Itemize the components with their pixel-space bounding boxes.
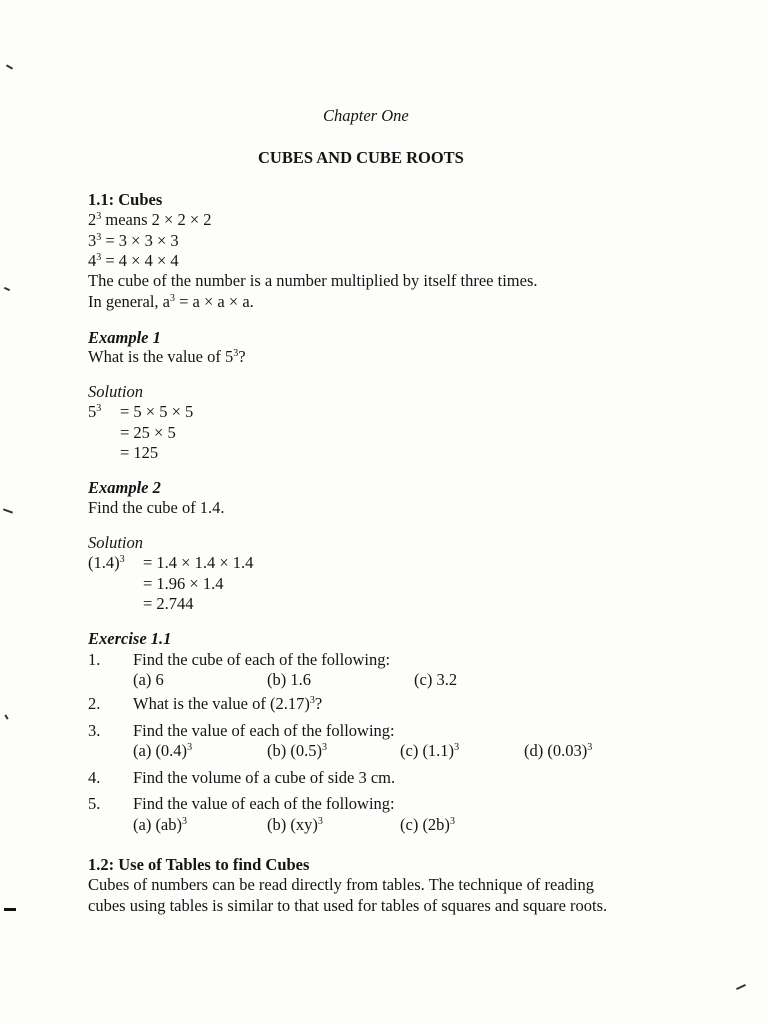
- question-text: Find the value of each of the following:: [133, 794, 395, 813]
- question-number: 3.: [88, 721, 101, 740]
- example-1-lhs: $5^3$: [88, 402, 102, 421]
- question-option: (b) $(0.5)^3$: [267, 741, 327, 760]
- question-option: (d) $(0.03)^3$: [524, 741, 593, 760]
- section-heading-cubes: 1.1: Cubes: [88, 190, 163, 209]
- question-option: (a) $(0.4)^3$: [133, 741, 193, 760]
- paragraph-line: Cubes of numbers can be read directly from tables. The technique of reading: [88, 875, 594, 894]
- chapter-title: CUBES AND CUBE ROOTS: [258, 148, 464, 167]
- example-1-question: What is the value of $5^3$?: [88, 347, 246, 366]
- question-text: What is the value of $(2.17)^3$?: [133, 694, 323, 713]
- question-option: (c) $(1.1)^3$: [400, 741, 460, 760]
- scan-mark: [4, 287, 10, 291]
- question-text: Find the volume of a cube of side 3 cm.: [133, 768, 396, 787]
- example-2-step-1: = 1.4 × 1.4 × 1.4: [143, 553, 254, 572]
- question-option: (c) $(2b)^3$: [400, 815, 455, 834]
- cube-line-4: $4^3 = 4 \times 4 \times 4$: [88, 251, 179, 270]
- question-number: 4.: [88, 768, 101, 787]
- cube-line-2: $2^3$ means 2 × 2 × 2: [88, 210, 212, 229]
- example-2-question: Find the cube of 1.4.: [88, 498, 225, 517]
- question-number: 5.: [88, 794, 101, 813]
- cube-definition: The cube of the number is a number multiplied by itself three times.: [88, 271, 538, 290]
- example-2-step-2: = 1.96 × 1.4: [143, 574, 224, 593]
- example-1-step-2: = 25 × 5: [120, 423, 176, 442]
- example-2-solution-label: Solution: [88, 533, 144, 552]
- question-option: (b) (xy)$^3$: [267, 815, 323, 834]
- exercise-heading: Exercise 1.1: [88, 629, 172, 648]
- example-1-solution-label: Solution: [88, 382, 144, 401]
- example-2-lhs: $(1.4)^3$: [88, 553, 125, 572]
- scan-mark: [4, 908, 16, 911]
- example-1-step-3: = 125: [120, 443, 159, 462]
- example-1-heading: Example 1: [88, 328, 161, 347]
- section-heading-tables: 1.2: Use of Tables to find Cubes: [88, 855, 310, 874]
- example-2-heading: Example 2: [88, 478, 161, 497]
- scan-mark: [4, 714, 8, 719]
- general-formula: In general, $a^3 = a \times a \times a$.: [88, 292, 254, 311]
- question-option: (a) 6: [133, 670, 164, 689]
- example-1-step-1: = 5 × 5 × 5: [120, 402, 194, 421]
- question-option: (c) 3.2: [414, 670, 458, 689]
- scan-mark: [736, 984, 746, 990]
- question-text: Find the value of each of the following:: [133, 721, 395, 740]
- paragraph-line: cubes using tables is similar to that used for tables of squares and square roots.: [88, 896, 608, 915]
- scan-mark: [6, 64, 13, 69]
- question-text: Find the cube of each of the following:: [133, 650, 391, 669]
- question-number: 2.: [88, 694, 101, 713]
- cube-line-3: $3^3 = 3 \times 3 \times 3$: [88, 231, 179, 250]
- question-option: (b) 1.6: [267, 670, 311, 689]
- question-number: 1.: [88, 650, 101, 669]
- chapter-label: Chapter One: [323, 106, 409, 125]
- question-option: (a) (ab)$^3$: [133, 815, 188, 834]
- scan-mark: [3, 508, 13, 513]
- example-2-step-3: = 2.744: [143, 594, 194, 613]
